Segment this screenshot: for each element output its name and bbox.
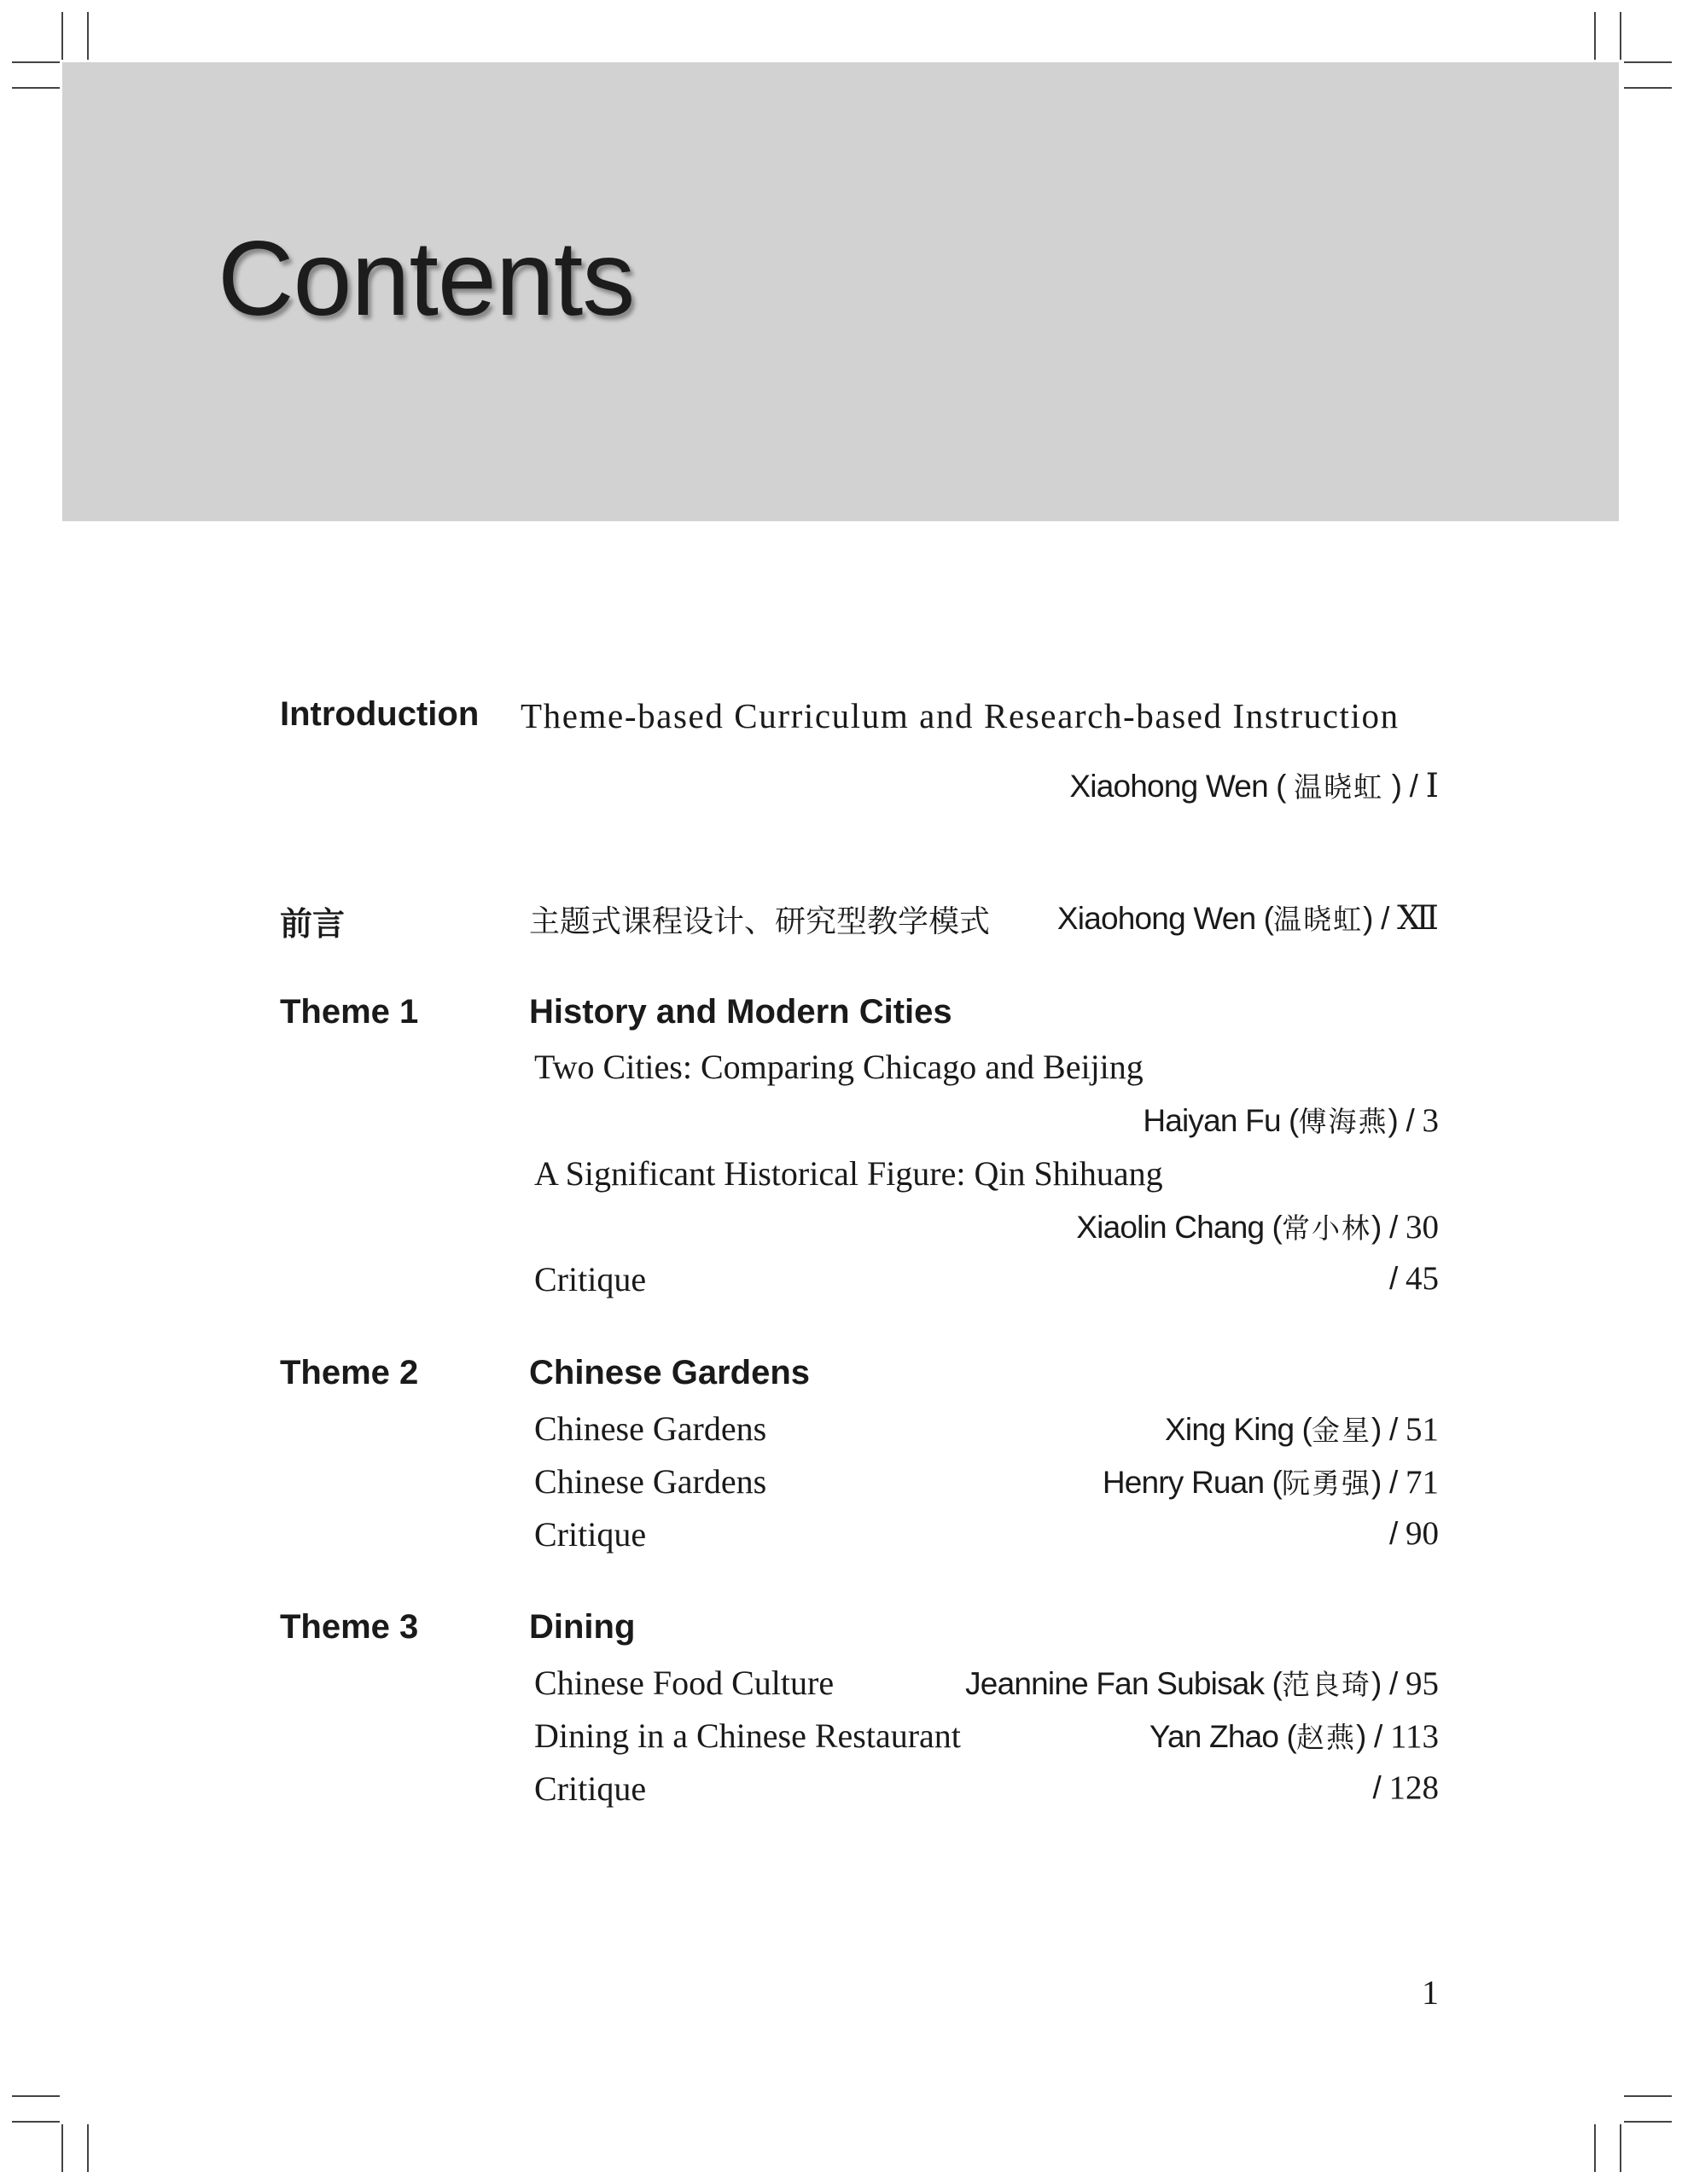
page-ref: Ⅻ <box>1397 900 1439 937</box>
page-ref: 90 <box>1406 1515 1439 1552</box>
crop-mark <box>61 12 63 60</box>
crop-mark <box>1620 2124 1621 2172</box>
page-number: 1 <box>1422 1973 1439 2012</box>
crop-mark <box>87 12 89 60</box>
introduction-label: Introduction <box>280 695 480 733</box>
entry-byline: Henry Ruan (阮勇强) / 71 <box>1102 1464 1439 1501</box>
crop-mark <box>1620 12 1621 60</box>
theme-label: Theme 3 <box>280 1608 419 1646</box>
entry-title: Dining in a Chinese Restaurant <box>534 1716 961 1755</box>
page-ref: Ⅰ <box>1425 768 1439 804</box>
toc-theme-1 <box>0 993 1682 1041</box>
crop-mark <box>1624 87 1672 89</box>
page-ref: 128 <box>1388 1769 1439 1806</box>
toc-entry <box>0 1409 1682 1456</box>
preface-title: 主题式课程设计、研究型教学模式 <box>529 904 991 939</box>
toc-entry <box>0 1663 1682 1711</box>
theme-label: Theme 1 <box>280 993 419 1031</box>
author-name-cn: 温晓虹 <box>1273 903 1364 936</box>
page-ref: 3 <box>1422 1102 1439 1139</box>
author-name-cn: 温晓虹 <box>1294 770 1384 804</box>
toc-entry <box>0 1461 1682 1509</box>
entry-byline: Haiyan Fu (傅海燕) / 3 <box>1143 1102 1439 1139</box>
theme-title: History and Modern Cities <box>529 993 952 1031</box>
crop-mark <box>12 2095 60 2097</box>
introduction-title: Theme-based Curriculum and Research-based Instruction <box>521 696 1400 735</box>
toc-entry <box>0 1259 1682 1307</box>
crop-mark <box>87 2124 89 2172</box>
author-name: Henry Ruan <box>1102 1465 1265 1500</box>
entry-title: Chinese Food Culture <box>534 1664 835 1702</box>
toc-entry <box>0 1716 1682 1763</box>
page-ref: 51 <box>1406 1411 1439 1448</box>
entry-byline: / 128 <box>1372 1769 1439 1806</box>
toc-entry-author <box>0 1100 1682 1147</box>
entry-byline: Xiaohong Wen (温晓虹) / Ⅻ <box>1056 900 1439 937</box>
toc-preface <box>0 897 1682 945</box>
author-name-cn: 常小林 <box>1282 1211 1372 1245</box>
entry-title: A Significant Historical Figure: Qin Shihuang <box>534 1154 1163 1193</box>
theme-title: Dining <box>529 1608 636 1646</box>
toc-introduction-author <box>0 765 1682 813</box>
author-name-cn: 金星 <box>1312 1414 1372 1447</box>
toc-entry <box>0 1047 1682 1095</box>
entry-byline: Jeannine Fan Subisak (范良琦) / 95 <box>965 1665 1439 1702</box>
entry-title: Two Cities: Comparing Chicago and Beijing <box>534 1048 1144 1086</box>
page-ref: 113 <box>1389 1718 1439 1755</box>
author-name-cn: 阮勇强 <box>1282 1467 1372 1500</box>
theme-label: Theme 2 <box>280 1354 419 1391</box>
entry-title: Critique <box>534 1515 647 1554</box>
entry-title: Critique <box>534 1769 647 1808</box>
entry-byline: Yan Zhao (赵燕) / 113 <box>1149 1718 1439 1755</box>
entry-byline: / 90 <box>1389 1515 1439 1552</box>
crop-mark <box>1594 2124 1596 2172</box>
entry-byline: Xiaohong Wen ( 温晓虹 ) / Ⅰ <box>1069 768 1439 804</box>
page-ref: 45 <box>1406 1260 1439 1297</box>
author-name-cn: 范良琦 <box>1282 1668 1372 1701</box>
crop-mark <box>1594 12 1596 60</box>
toc-introduction <box>0 695 1682 743</box>
author-name-cn: 赵燕 <box>1295 1721 1356 1754</box>
preface-label: 前言 <box>280 905 346 943</box>
author-name-cn: 傅海燕 <box>1298 1105 1388 1138</box>
author-name: Yan Zhao <box>1149 1719 1279 1754</box>
toc-entry <box>0 1769 1682 1816</box>
toc-theme-3 <box>0 1608 1682 1656</box>
theme-title: Chinese Gardens <box>529 1354 811 1391</box>
toc-theme-2 <box>0 1354 1682 1402</box>
crop-mark <box>12 2121 60 2123</box>
page-ref: 71 <box>1406 1464 1439 1501</box>
author-name: Xiaohong Wen <box>1056 901 1256 936</box>
entry-byline: Xing King (金星) / 51 <box>1165 1411 1439 1448</box>
crop-mark <box>12 61 60 63</box>
author-name: Xiaohong Wen <box>1069 769 1268 804</box>
entry-byline: / 45 <box>1389 1260 1439 1297</box>
author-name: Haiyan Fu <box>1143 1103 1281 1138</box>
crop-mark <box>1624 2095 1672 2097</box>
toc-entry <box>0 1514 1682 1562</box>
crop-mark <box>1624 61 1672 63</box>
crop-mark <box>1624 2121 1672 2123</box>
entry-title: Critique <box>534 1260 647 1298</box>
author-name: Xiaolin Chang <box>1076 1210 1265 1245</box>
entry-title: Chinese Gardens <box>534 1462 767 1501</box>
author-name: Jeannine Fan Subisak <box>965 1666 1265 1701</box>
crop-mark <box>12 87 60 89</box>
page-ref: 30 <box>1406 1209 1439 1246</box>
page-ref: 95 <box>1406 1665 1439 1702</box>
toc-entry-author <box>0 1206 1682 1254</box>
toc-entry <box>0 1153 1682 1201</box>
author-name: Xing King <box>1165 1412 1295 1447</box>
entry-byline: Xiaolin Chang (常小林) / 30 <box>1076 1209 1439 1246</box>
crop-mark <box>61 2124 63 2172</box>
entry-title: Chinese Gardens <box>534 1409 767 1448</box>
page-title: Contents <box>218 220 635 338</box>
